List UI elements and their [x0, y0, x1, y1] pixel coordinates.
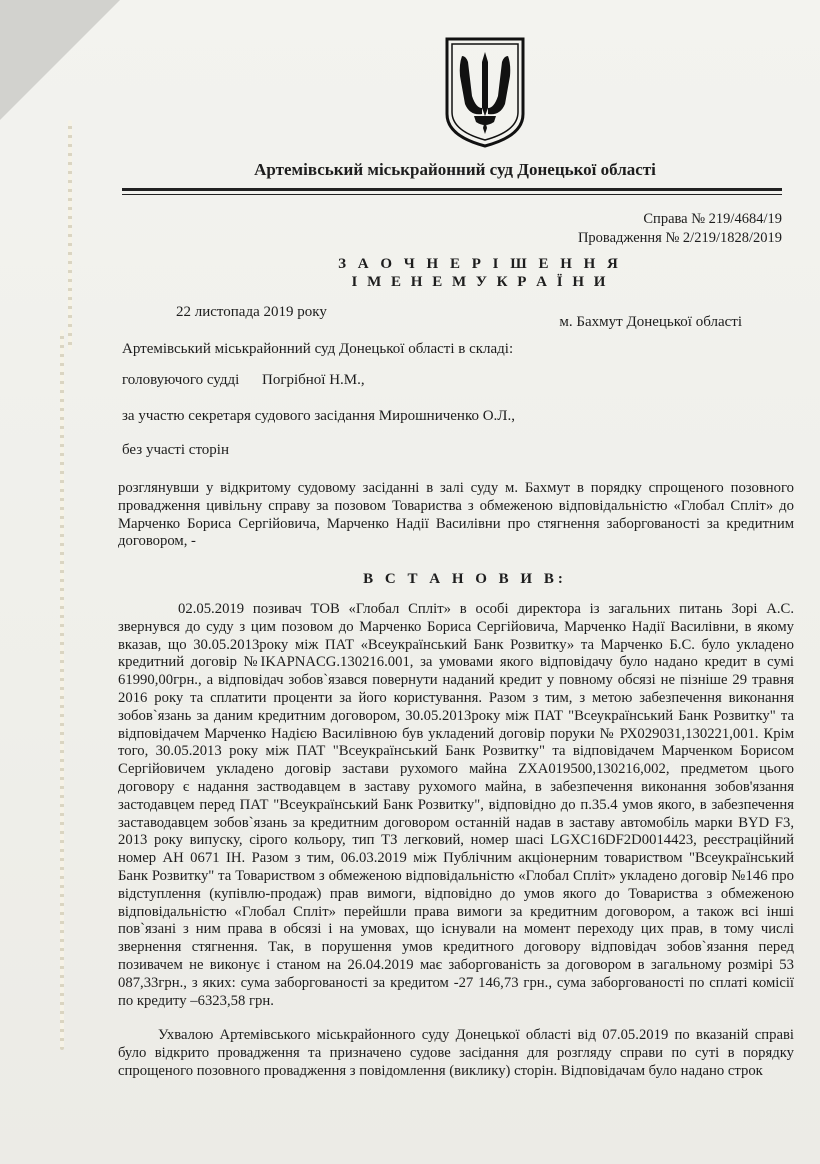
binding-thread — [60, 330, 64, 1050]
established-paragraph — [118, 601, 794, 1010]
judge-label: головуючого судді — [122, 372, 240, 388]
established-text: 02.05.2019 позивач ТОВ «Глобал Спліт» в особі директора із загальних питань Зорі А.С. звернувся до суду з цим позовом до Марченко Бориса Сергійовича, Марченко Надії Василівни, в якому вказав, що 30.05.2013року між ПАТ «Всеукраїнський Банк Розвитку» та Марченко Б.С. було укладено кредитний договір №IKAPNACG.130216.001, за умовами якого відповідачу було надано кредит в сумі 61990,00грн., а відповідач зобов`язався повернути наданий кредит у повному обсязі не пізніше 29 травня 2016 року та сплатити проценти за його користування. Разом з тим, з метою забезпечення виконання зобов`язань за даним кредитним договором, 30.05.2013року між ПАТ "Всеукраїнський Банк Розвитку" та відповідачем Марченко Надією Василівною був укладений договір поруки № РХ029031,130221,001. Крім того, 30.05.2013 року між ПАТ "Всеукраїнський Банк Розвитку" та відповідачем Марченком Борисом Сергійовичем укладено договір застави рухомого майна ZXA019500,130216,002, предметом цього договору є надання застводавцем в заставу рухомого майна, в забезпечення виконання зобов'язання застодавцем перед ПАТ "Всеукраїнський Банк Розвитку", відповідно до п.35.4 умов якого, в забезпечення заставодавцем зобов`язань за кредитним договором останній надав в заставу автомобіль марки BYD F3, 2013 року випуску, сірого кольору, тип ТЗ легковий, номер шасі LGXC16DF2D0014423, реєстраційний номер АН 0671 ІН. Разом з тим, 06.03.2019 між Публічним акціонерним товариством "Всеукраїнський Банк Розвитку" та Товариством з обмеженою відповідальністю «Глобал Спліт» укладено договір №146 про відступлення (купівлю-продаж) прав вимоги, відповідно до умов якого до Товариства з обмеженою відповідальністю «Глобал Спліт» перейшли права вимоги за кредитним договором, а також всі інші пов`язані з ним права в обсязі і на умовах, що існували на момент переходу цих прав, в тому числі звернення стягнення. Так, в порушення умов кредитного договору відповідач зобов`язання перед позивачем не виконує і станом на 26.04.2019 має заборгованість за договором в загальному розмірі 53 087,33грн., з яких: сума заборгованості за кредитом -27 146,73 грн., сума заборгованості по сплаті комісії по кредиту –6323,58 грн. — [118, 601, 794, 1009]
parties-line: без участі сторін — [122, 442, 229, 458]
considered-paragraph — [118, 480, 794, 551]
ruling-text: Ухвалою Артемівського міськрайонного суду Донецької області від 07.05.2019 по вказаній справі було відкрито провадження та призначено судове засідання для розгляду справи по суті в порядку спрощеного позовного провадження з повідомлення (виклику) сторін. Відповідачам було надано строк — [118, 1027, 794, 1079]
secretary-line: за участю секретаря судового засідання Мирошниченко О.Л., — [122, 408, 515, 424]
header-rule-thin — [122, 194, 782, 195]
case-reference — [578, 210, 782, 248]
judge-name: Погрібної Н.М., — [262, 372, 365, 388]
decision-title: З А О Ч Н Е Р І Ш Е Н Н Я — [338, 256, 622, 272]
header-rule-thick — [122, 188, 782, 191]
ruling-paragraph — [118, 1027, 794, 1080]
trident-coat-of-arms-icon — [444, 36, 526, 148]
decision-subtitle: І М Е Н Е М У К Р А Ї Н И — [351, 274, 609, 290]
court-name: Артемівський міськрайонний суд Донецької області — [254, 160, 656, 179]
established-heading: В С Т А Н О В И В: — [363, 571, 567, 587]
decision-city: м. Бахмут Донецької області — [559, 314, 742, 330]
considered-text: розглянувши у відкритому судовому засіданні в залі суду м. Бахмут в порядку спрощеного позовного провадження цивільну справу за позовом Товариства з обмеженою відповідальністю «Глобал Спліт» до Марченко Бориса Сергійовича, Марченко Надії Василівни про стягнення заборгованості за кредитним договором, - — [118, 480, 794, 550]
proceeding-number: Провадження № 2/219/1828/2019 — [577, 230, 782, 246]
binding-thread-upper — [68, 120, 72, 350]
decision-date: 22 листопада 2019 року — [176, 304, 327, 320]
folded-corner — [0, 0, 120, 120]
case-number: Справа № 219/4684/19 — [643, 211, 782, 227]
composition-intro: Артемівський міськрайонний суд Донецької області в складі: — [122, 341, 514, 357]
